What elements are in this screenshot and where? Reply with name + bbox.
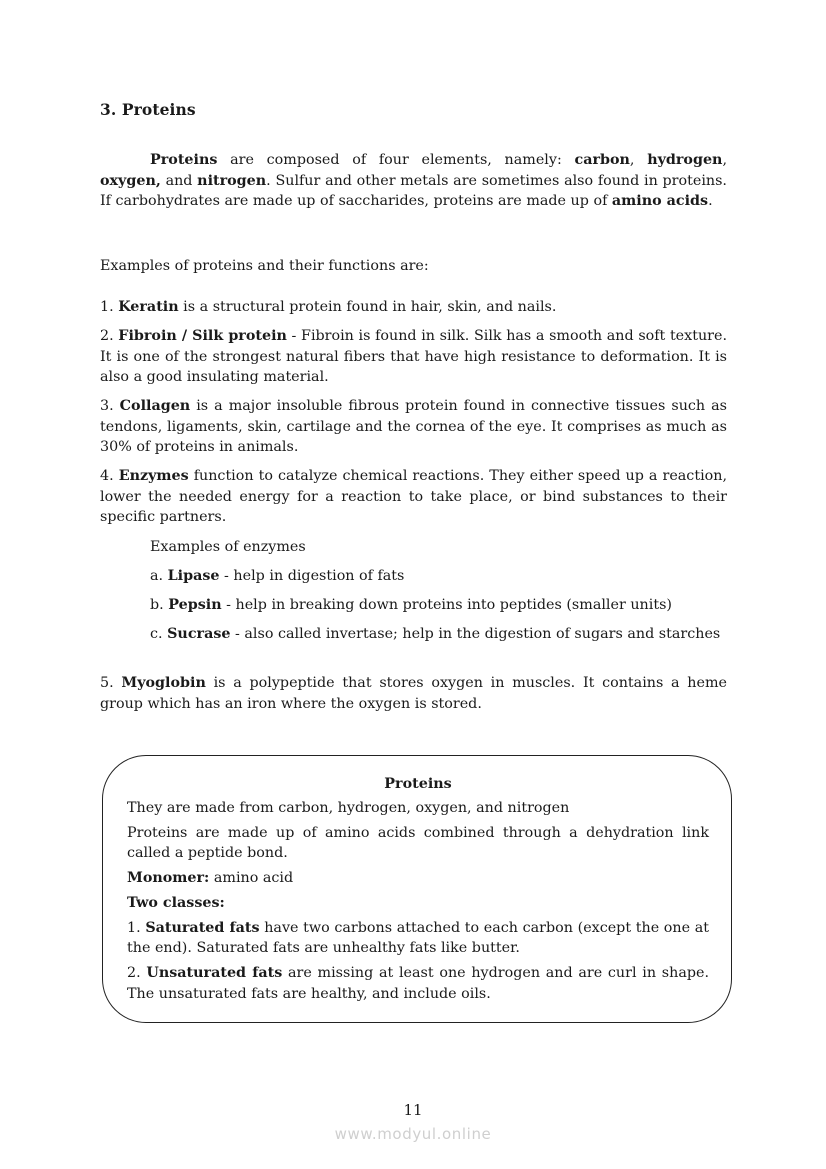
text: , (722, 152, 727, 168)
item-text: is a polypeptide that stores oxygen in muscles. It contains a heme group which has an iron where the oxygen is stored. (100, 675, 727, 712)
term-hydrogen: hydrogen (647, 152, 723, 168)
item-letter: b. (150, 597, 169, 613)
item-text: - help in breaking down proteins into peptides (smaller units) (221, 597, 672, 613)
text: and (160, 172, 198, 189)
item-term: Collagen (119, 398, 191, 414)
watermark: www.modyul.online (334, 1125, 492, 1143)
enzymes-lead: Examples of enzymes (150, 539, 306, 555)
summary-class-saturated (127, 918, 709, 959)
item-term: Sucrase (167, 626, 231, 642)
page-number: 11 (403, 1101, 423, 1119)
item-number: 2. (100, 328, 119, 344)
summary-line-elements: They are made from carbon, hydrogen, oxygen, and nitrogen (127, 800, 570, 816)
item-term: Saturated fats (145, 919, 260, 936)
term-oxygen: oxygen, (100, 172, 161, 189)
monomer-value: amino acid (209, 870, 294, 887)
item-term: Enzymes (118, 468, 189, 484)
item-text: - help in digestion of fats (219, 568, 405, 584)
section-heading: 3. Proteins (100, 100, 196, 119)
item-term: Fibroin / Silk protein (118, 328, 287, 344)
text: , (629, 152, 648, 168)
summary-line-peptide: Proteins are made up of amino acids combined through a dehydration link called a peptide bond. (127, 824, 709, 862)
text: are composed of four elements, namely: (217, 152, 575, 168)
item-number: 4. (100, 468, 119, 484)
summary-monomer (127, 868, 709, 889)
list-item-keratin (100, 297, 727, 318)
enzyme-item-pepsin (150, 595, 727, 616)
item-term: Myoglobin (121, 675, 206, 691)
item-number: 1. (100, 299, 119, 315)
item-text: are missing at least one hydrogen and are curl in shape. The unsaturated fats are healthy, and include oils. (127, 964, 709, 1002)
item-term: Keratin (118, 299, 179, 315)
monomer-label: Monomer: (127, 870, 210, 887)
item-text: have two carbons attached to each carbon (except the one at the end). Saturated fats are unhealthy fats like butter. (127, 919, 710, 957)
text: . (708, 193, 713, 210)
item-text: function to catalyze chemical reactions. They either speed up a reaction, lower the needed energy for a reaction to take place, or bind substances to their specific partners. (100, 468, 727, 526)
term-proteins: Proteins (150, 152, 218, 168)
text: . Sulfur and other metals are sometimes also found in proteins. If carbohydrates are made up of saccharides, proteins are made up of (100, 172, 727, 210)
intro-paragraph (100, 150, 727, 212)
term-amino-acids: amino acids (611, 193, 709, 210)
item-term: Lipase (167, 568, 220, 584)
item-number: 3. (100, 398, 120, 414)
item-number: 5. (100, 675, 122, 691)
classes-label: Two classes: (127, 894, 225, 911)
summary-box-title: Proteins (384, 776, 452, 792)
enzyme-item-lipase (150, 566, 727, 587)
enzyme-item-sucrase (150, 624, 727, 645)
list-item-myoglobin (100, 673, 727, 714)
term-nitrogen: nitrogen (197, 172, 267, 189)
summary-box (102, 755, 732, 1023)
item-text: - Fibroin is found in silk. Silk has a smooth and soft texture. It is one of the strongest natural fibers that have high resistance to deformation. It is also a good insulating material. (100, 328, 728, 386)
item-number: 2. (127, 964, 147, 981)
item-letter: c. (150, 626, 168, 642)
summary-class-unsaturated (127, 963, 709, 1004)
item-letter: a. (150, 568, 168, 584)
list-item-fibroin (100, 326, 727, 388)
term-carbon: carbon (574, 152, 630, 168)
summary-classes-label (127, 893, 709, 914)
item-term: Pepsin (168, 597, 222, 613)
item-text: is a major insoluble fibrous protein found in connective tissues such as tendons, ligaments, skin, cartilage and the cornea of the eye. It comprises as much as 30% of proteins in animals. (100, 398, 728, 456)
examples-lead: Examples of proteins and their functions are: (100, 258, 429, 274)
item-term: Unsaturated fats (146, 964, 283, 981)
list-item-enzymes (100, 466, 727, 528)
item-number: 1. (127, 919, 146, 936)
item-text: is a structural protein found in hair, skin, and nails. (178, 299, 557, 315)
item-text: - also called invertase; help in the digestion of sugars and starches (230, 626, 721, 642)
list-item-collagen (100, 396, 727, 458)
